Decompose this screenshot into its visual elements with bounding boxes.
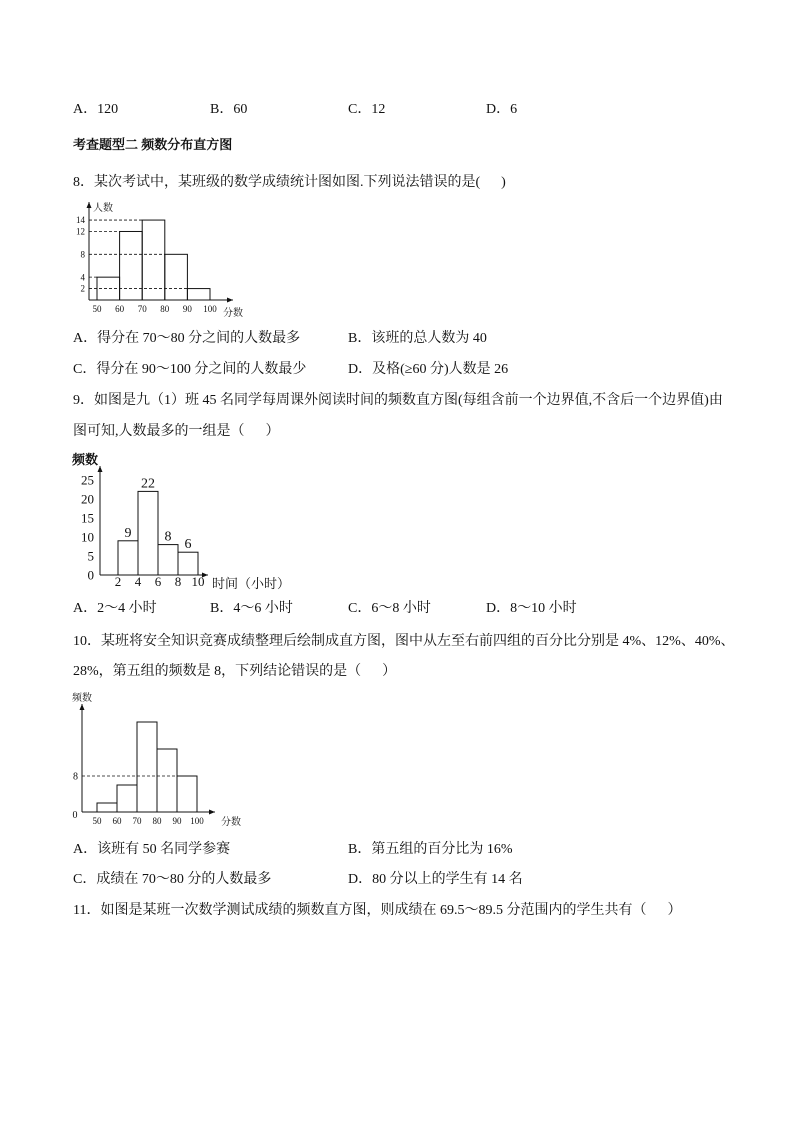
histogram-bar-4-6 xyxy=(138,491,158,575)
y-tick-label: 0 xyxy=(87,567,94,583)
y-axis-arrow xyxy=(98,466,103,472)
histogram-bar-60-70 xyxy=(120,231,143,300)
y-axis-arrow xyxy=(80,704,85,710)
q10-stem-line1: 10．某班将安全知识竞赛成绩整理后绘制成直方图，图中从左至右前四组的百分比分别是 4%、12%、40%、 xyxy=(73,634,735,649)
y-axis-title: 频数 xyxy=(72,452,99,467)
histogram-bar-60-70 xyxy=(117,785,137,812)
y-tick-label: 4 xyxy=(80,272,85,283)
y-tick-label: 10 xyxy=(81,529,94,545)
section-title: 考查题型二 频数分布直方图 xyxy=(73,137,233,152)
x-axis-arrow xyxy=(227,298,233,303)
x-tick-label: 60 xyxy=(112,816,122,826)
x-tick-label: 8 xyxy=(174,574,182,589)
bar-data-label: 22 xyxy=(141,476,155,492)
x-tick-label: 50 xyxy=(92,816,102,826)
q7-option-d: D．6 xyxy=(486,102,518,117)
histogram-bar-80-90 xyxy=(157,749,177,812)
q10-competition-histogram xyxy=(65,690,250,830)
histogram-bar-2-4 xyxy=(118,541,138,575)
x-tick-label: 80 xyxy=(160,304,170,314)
histogram-bar-8-10 xyxy=(178,552,198,575)
origin-label: 0 xyxy=(72,810,78,821)
q10-stem-line2: 28%，第五组的频数是 8，下列结论错误的是（ ） xyxy=(73,664,397,679)
q8-option-b: B．该班的总人数为 40 xyxy=(348,331,487,346)
q9-stem-line1: 9．如图是九（1）班 45 名同学每周课外阅读时间的频数直方图(每组含前一个边界值,不含后一个边界值)由 xyxy=(73,393,723,408)
q8-option-d: D．及格(≥60 分)人数是 26 xyxy=(348,362,509,377)
y-tick-label: 5 xyxy=(87,548,94,564)
histogram-bar-90-100 xyxy=(187,289,210,300)
q10-option-a: A．该班有 50 名同学参赛 xyxy=(73,842,231,857)
y-tick-label: 20 xyxy=(81,491,94,507)
q8-score-histogram xyxy=(70,198,250,320)
x-tick-label: 4 xyxy=(134,574,142,589)
y-axis-arrow xyxy=(87,202,92,208)
bar-data-label: 9 xyxy=(124,525,132,541)
q10-option-d: D．80 分以上的学生有 14 名 xyxy=(348,872,523,887)
q7-option-b: B．60 xyxy=(210,102,248,117)
q8-option-c: C．得分在 90～100 分之间的人数最少 xyxy=(73,362,307,377)
histogram-bar-50-60 xyxy=(97,803,117,812)
x-axis-title: 时间（小时） xyxy=(212,576,291,591)
x-tick-label: 100 xyxy=(203,304,217,314)
histogram-bar-70-80 xyxy=(137,722,157,812)
q8-option-a: A．得分在 70～80 分之间的人数最多 xyxy=(73,331,301,346)
y-tick-label: 2 xyxy=(80,283,85,294)
q9-option-a: A．2～4 小时 xyxy=(73,601,157,616)
x-axis-title: 分数 xyxy=(223,308,243,319)
x-axis-title: 分数 xyxy=(221,817,241,828)
x-tick-label: 70 xyxy=(132,816,142,826)
x-tick-label: 2 xyxy=(114,574,122,589)
x-tick-label: 10 xyxy=(191,574,205,589)
q7-option-a: A．120 xyxy=(73,102,119,117)
bar-data-label: 6 xyxy=(184,537,192,553)
q10-option-c: C．成绩在 70～80 分的人数最多 xyxy=(73,872,272,887)
y-tick-label: 14 xyxy=(76,215,85,226)
q9-option-c: C．6～8 小时 xyxy=(348,601,431,616)
q10-option-b: B．第五组的百分比为 16% xyxy=(348,842,513,857)
y-tick-label: 8 xyxy=(80,249,85,260)
histogram-bar-6-8 xyxy=(158,545,178,575)
q9-reading-time-histogram xyxy=(65,448,305,598)
x-tick-label: 50 xyxy=(92,304,102,314)
y-axis-title: 人数 xyxy=(93,203,113,214)
histogram-bar-70-80 xyxy=(142,220,165,300)
y-tick-label: 25 xyxy=(81,472,94,488)
q11-stem: 11．如图是某班一次数学测试成绩的频数直方图，则成绩在 69.5～89.5 分范围内的学生共有（ ） xyxy=(73,903,682,918)
x-tick-label: 100 xyxy=(190,816,204,826)
y-tick-label: 8 xyxy=(73,771,78,783)
x-tick-label: 60 xyxy=(115,304,125,314)
y-tick-label: 15 xyxy=(81,510,94,526)
q9-option-b: B．4～6 小时 xyxy=(210,601,293,616)
q8-stem: 8．某次考试中，某班级的数学成绩统计图如图.下列说法错误的是( ) xyxy=(73,175,506,190)
x-tick-label: 90 xyxy=(182,304,192,314)
x-tick-label: 70 xyxy=(137,304,147,314)
x-tick-label: 90 xyxy=(172,816,182,826)
x-tick-label: 80 xyxy=(152,816,162,826)
x-tick-label: 6 xyxy=(154,574,162,589)
histogram-bar-90-100 xyxy=(177,776,197,812)
q7-option-c: C．12 xyxy=(348,102,386,117)
x-axis-arrow xyxy=(209,810,215,815)
q9-option-d: D．8～10 小时 xyxy=(486,601,577,616)
y-tick-label: 12 xyxy=(76,226,85,237)
bar-data-label: 8 xyxy=(164,529,172,545)
q9-stem-line2: 图可知,人数最多的一组是（ ） xyxy=(73,424,280,439)
y-axis-title: 频数 xyxy=(72,693,92,704)
histogram-bar-80-90 xyxy=(165,254,188,300)
